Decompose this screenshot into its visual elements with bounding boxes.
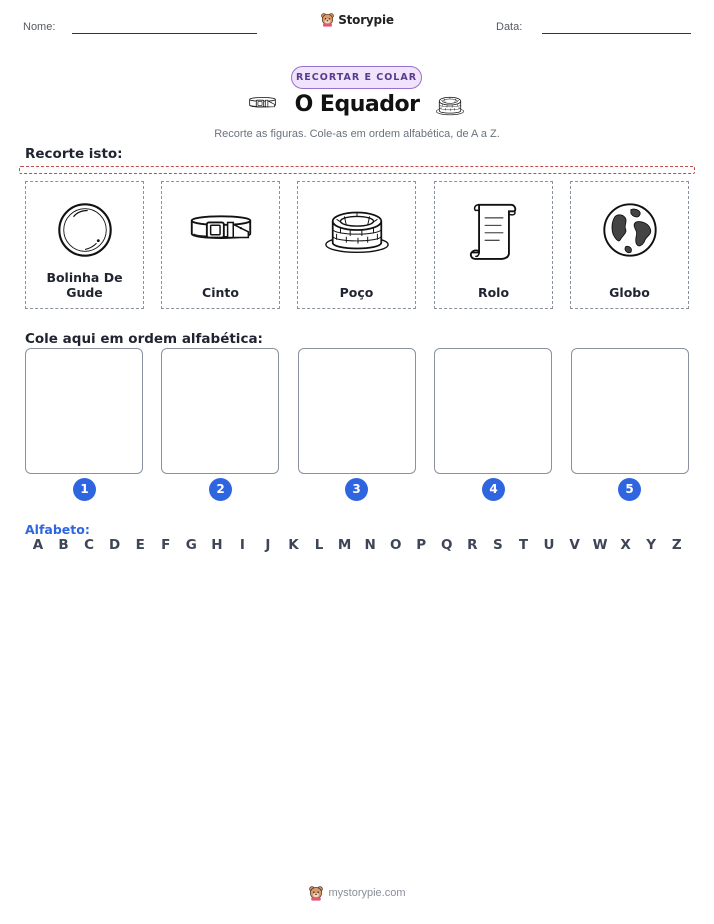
logo-text: Storypie (338, 12, 394, 27)
date-label: Data: (496, 21, 523, 33)
paste-slot[interactable] (434, 348, 552, 474)
bear-mascot-icon (320, 12, 335, 27)
alphabet-letter: U (543, 537, 555, 553)
alphabet-letter: D (109, 537, 121, 553)
alphabet-letter: K (288, 537, 299, 553)
footer-link[interactable]: mystorypie.com (328, 887, 406, 899)
name-label: Nome: (23, 21, 56, 33)
slot-number: 4 (482, 478, 505, 501)
slot-number: 2 (209, 478, 232, 501)
name-line[interactable] (72, 33, 257, 34)
alphabet-letter: V (569, 537, 580, 553)
alphabet-letter: H (211, 537, 223, 553)
card-label: Bolinha De Gude (46, 270, 123, 300)
activity-badge: RECORTAR E COLAR (291, 66, 422, 89)
alphabet-letter: Y (646, 537, 657, 553)
alphabet-letter: T (518, 537, 529, 553)
cut-card[interactable] (25, 181, 144, 309)
paste-slot[interactable] (298, 348, 416, 474)
cut-heading: Recorte isto: (25, 146, 123, 162)
bear-mascot-icon (308, 885, 324, 901)
alphabet-letter: I (239, 537, 245, 553)
alphabet-letter: F (161, 537, 171, 553)
date-line[interactable] (542, 33, 691, 34)
card-label: Globo (609, 285, 650, 300)
card-label: Cinto (202, 285, 239, 300)
alphabet-letter: A (32, 537, 44, 553)
instructions: Recorte as figuras. Cole-as em ordem alfabética, de A a Z. (214, 128, 500, 140)
storypie-logo (0, 12, 714, 31)
alphabet-letter: Q (441, 537, 453, 553)
alphabet-letter: C (84, 537, 95, 553)
paste-slot[interactable] (571, 348, 689, 474)
cut-card[interactable] (570, 181, 689, 309)
cut-card[interactable] (434, 181, 553, 309)
alphabet-letter: P (416, 537, 427, 553)
globe-icon (599, 199, 661, 261)
well-icon (323, 205, 391, 255)
alphabet-letter: M (337, 537, 352, 553)
alphabet-letter: N (364, 537, 376, 553)
alphabet-letter: B (58, 537, 69, 553)
cut-card[interactable] (161, 181, 280, 309)
paste-heading: Cole aqui em ordem alfabética: (25, 331, 263, 347)
slot-number: 1 (73, 478, 96, 501)
card-label: Poço (339, 285, 374, 300)
alphabet-letter: S (493, 537, 503, 553)
alphabet-letter: J (265, 537, 271, 553)
cut-line (19, 166, 695, 174)
alphabet-letter: L (314, 537, 324, 553)
well-icon (435, 94, 465, 116)
paste-slot[interactable] (161, 348, 279, 474)
slot-number: 5 (618, 478, 641, 501)
footer (0, 885, 714, 905)
title-row (0, 92, 714, 117)
alphabet-letter: R (467, 537, 478, 553)
page-title: O Equador (294, 92, 420, 117)
alphabet-letter: O (389, 537, 402, 553)
paste-slot[interactable] (25, 348, 143, 474)
alphabet-title: Alfabeto: (25, 522, 90, 537)
scroll-icon (466, 197, 522, 263)
alphabet-letter: E (135, 537, 145, 553)
card-label: Rolo (477, 285, 510, 300)
slot-number: 3 (345, 478, 368, 501)
alphabet-letter: Z (671, 537, 682, 553)
marble-icon (54, 199, 116, 261)
cut-card[interactable] (297, 181, 416, 309)
alphabet-letter: X (620, 537, 631, 553)
alphabet-letter: W (592, 537, 608, 553)
alphabet-letter: G (185, 537, 197, 553)
belt-icon (188, 211, 254, 249)
